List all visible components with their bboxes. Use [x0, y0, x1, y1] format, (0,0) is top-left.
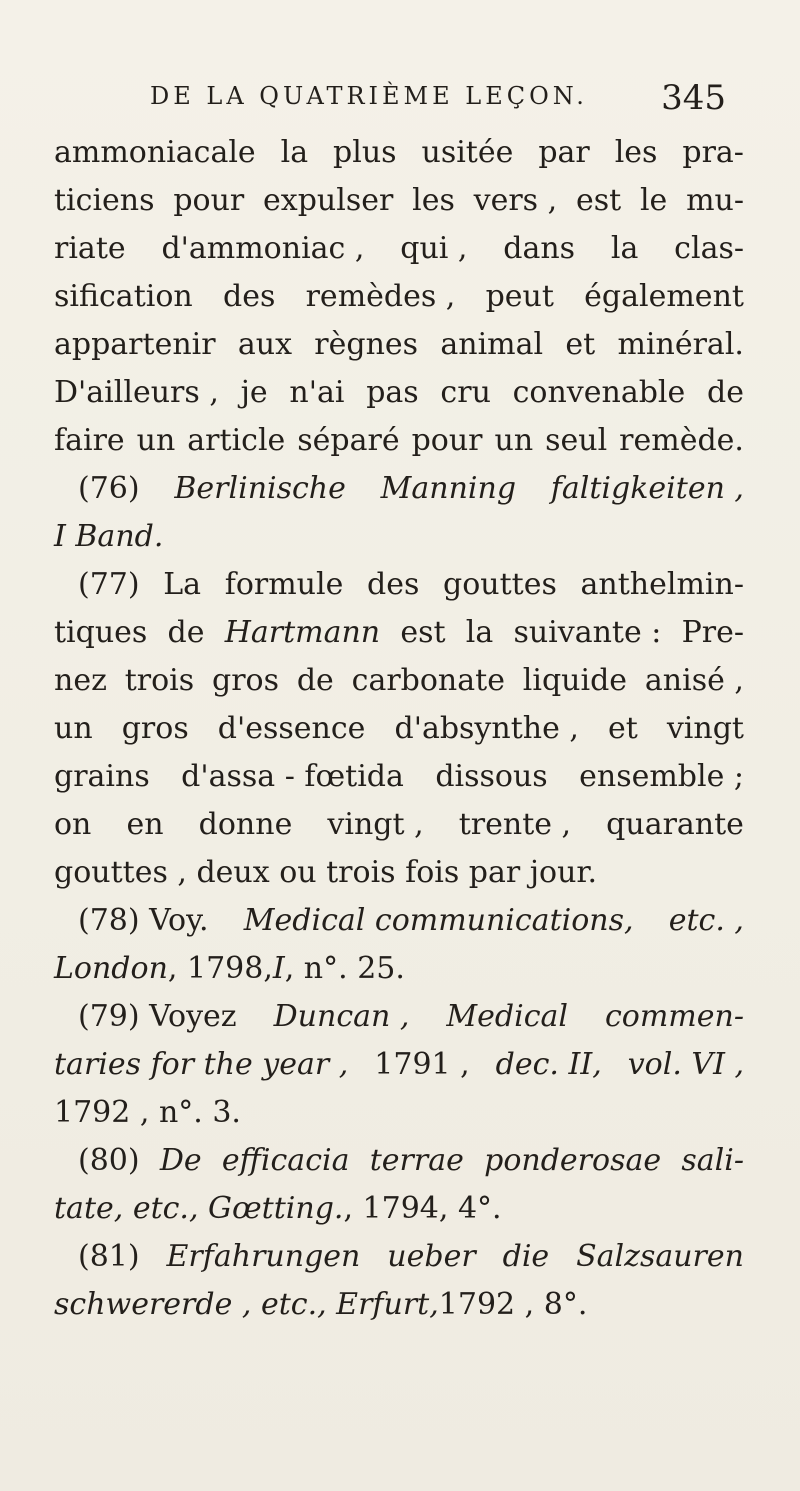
italic-text-segment: ponderosae — [484, 1143, 662, 1178]
text-segment: trois — [124, 663, 195, 698]
text-segment: D'ailleurs , — [54, 375, 219, 410]
italic-text-segment: De — [159, 1143, 202, 1178]
text-segment: la — [280, 135, 309, 170]
text-line — [54, 849, 744, 897]
text-segment: 1792 , n°. 3. — [54, 1095, 241, 1130]
text-line — [54, 417, 744, 465]
text-segment: dissous — [435, 759, 548, 794]
text-segment: vers , — [473, 183, 558, 218]
text-segment: article — [187, 423, 286, 458]
italic-text-segment: Medical communications, — [243, 903, 634, 938]
text-segment: liquide — [522, 663, 628, 698]
text-line — [54, 897, 744, 945]
italic-text-segment: vol. VI , — [627, 1047, 744, 1082]
text-segment: formule — [224, 567, 344, 602]
text-segment: les — [412, 183, 455, 218]
page-number: 345 — [661, 78, 726, 118]
text-segment: clas- — [674, 231, 744, 266]
italic-text-segment: etc. , — [668, 903, 744, 938]
italic-text-segment: tate, etc., Gœtting. — [54, 1191, 344, 1226]
text-segment: dans — [503, 231, 576, 266]
text-line — [54, 705, 744, 753]
text-segment: qui , — [400, 231, 468, 266]
text-segment: vingt , — [327, 807, 424, 842]
text-segment: pas — [366, 375, 419, 410]
text-segment: suivante : — [513, 615, 662, 650]
text-segment: d'absynthe , — [394, 711, 579, 746]
text-line — [54, 1281, 744, 1329]
text-segment: donne — [198, 807, 293, 842]
text-segment: séparé — [297, 423, 400, 458]
text-segment: un — [136, 423, 176, 458]
italic-text-segment: dec. II, — [495, 1047, 602, 1082]
text-segment: d'assa - fœtida — [181, 759, 404, 794]
running-head: DE LA QUATRIÈME LEÇON. — [150, 82, 588, 110]
text-segment: la — [610, 231, 639, 266]
text-segment: par — [538, 135, 590, 170]
italic-text-segment: terrae — [369, 1143, 464, 1178]
text-line — [54, 369, 744, 417]
text-segment: faire — [54, 423, 125, 458]
text-segment: aux — [237, 327, 293, 362]
text-segment: tiques — [54, 615, 148, 650]
page-text-body — [54, 129, 744, 1329]
text-line — [54, 1089, 744, 1137]
text-segment: peut — [485, 279, 554, 314]
text-segment: cru — [440, 375, 491, 410]
text-line — [54, 321, 744, 369]
text-segment: nez — [54, 663, 107, 698]
text-segment: convenable — [512, 375, 686, 410]
text-line — [54, 465, 744, 513]
text-segment: (76) — [78, 471, 140, 506]
italic-text-segment: commen- — [605, 999, 744, 1034]
text-segment: La — [163, 567, 202, 602]
text-segment: 1792 , 8°. — [438, 1287, 588, 1322]
italic-text-segment: schwererde , etc., Erfurt, — [54, 1287, 439, 1322]
text-segment: (78) Voy. — [78, 903, 209, 938]
italic-text-segment: taries for the year , — [54, 1047, 349, 1082]
text-segment: seul — [545, 423, 608, 458]
text-segment: plus — [333, 135, 397, 170]
text-segment: de — [296, 663, 334, 698]
text-segment: pour — [411, 423, 483, 458]
text-line — [54, 177, 744, 225]
italic-text-segment: I — [272, 951, 285, 986]
text-segment: , n°. 25. — [284, 951, 405, 986]
text-segment: les — [614, 135, 658, 170]
text-segment: ensemble ; — [579, 759, 744, 794]
text-segment: grains — [54, 759, 150, 794]
italic-text-segment: Medical — [446, 999, 568, 1034]
italic-text-segment: faltigkeiten , — [550, 471, 744, 506]
italic-text-segment: Manning — [380, 471, 517, 506]
text-line — [54, 1041, 744, 1089]
italic-text-segment: I Band. — [54, 519, 164, 554]
text-segment: (80) — [78, 1143, 140, 1178]
text-segment: en — [126, 807, 164, 842]
text-segment: gouttes — [443, 567, 557, 602]
italic-text-segment: Duncan , — [273, 999, 410, 1034]
text-line — [54, 1137, 744, 1185]
text-segment: vingt — [666, 711, 744, 746]
text-segment: trente , — [458, 807, 572, 842]
text-segment: remèdes , — [305, 279, 456, 314]
text-segment: remède. — [619, 423, 744, 458]
text-segment: riate — [54, 231, 126, 266]
text-segment: et — [565, 327, 596, 362]
text-line — [54, 1185, 744, 1233]
text-segment: minéral. — [617, 327, 744, 362]
text-segment: un — [54, 711, 93, 746]
text-segment: expulser — [263, 183, 394, 218]
text-segment: et — [607, 711, 638, 746]
text-line — [54, 561, 744, 609]
text-segment: anisé , — [644, 663, 744, 698]
text-segment: , 1794, 4°. — [343, 1191, 502, 1226]
text-segment: gros — [212, 663, 280, 698]
text-segment: de — [707, 375, 744, 410]
italic-text-segment: sali- — [681, 1143, 744, 1178]
text-segment: d'essence — [217, 711, 366, 746]
text-segment: règnes — [314, 327, 419, 362]
text-segment: est — [400, 615, 446, 650]
text-segment: d'ammoniac , — [161, 231, 365, 266]
italic-text-segment: ueber — [387, 1239, 476, 1274]
text-segment: ammoniacale — [54, 135, 256, 170]
text-segment: la — [465, 615, 494, 650]
italic-text-segment: Berlinische — [174, 471, 346, 506]
text-line — [54, 225, 744, 273]
page-header — [150, 78, 726, 122]
text-segment: gouttes , deux ou trois fois par jour. — [54, 855, 598, 890]
text-segment: ticiens — [54, 183, 155, 218]
text-segment: mu- — [686, 183, 744, 218]
italic-text-segment: Salzsauren — [576, 1239, 744, 1274]
text-line — [54, 801, 744, 849]
text-segment: des — [367, 567, 420, 602]
italic-text-segment: die — [502, 1239, 550, 1274]
text-line — [54, 129, 744, 177]
text-line — [54, 609, 744, 657]
italic-text-segment: London — [54, 951, 168, 986]
text-segment: sification — [54, 279, 193, 314]
text-segment: également — [584, 279, 744, 314]
text-segment: de — [167, 615, 205, 650]
text-segment: on — [54, 807, 92, 842]
text-segment: appartenir — [54, 327, 216, 362]
italic-text-segment: efficacia — [221, 1143, 350, 1178]
text-line — [54, 657, 744, 705]
text-line — [54, 945, 744, 993]
text-segment: pour — [173, 183, 245, 218]
text-line — [54, 993, 744, 1041]
text-segment: usitée — [421, 135, 514, 170]
text-segment: Pre- — [681, 615, 744, 650]
text-segment: carbonate — [351, 663, 505, 698]
text-segment: un — [494, 423, 534, 458]
text-segment: le — [639, 183, 668, 218]
text-segment: gros — [121, 711, 189, 746]
italic-text-segment: Erfahrungen — [166, 1239, 361, 1274]
text-segment: n'ai — [289, 375, 345, 410]
text-segment: anthelmin- — [580, 567, 744, 602]
text-segment: pra- — [682, 135, 744, 170]
text-segment: , 1798, — [167, 951, 273, 986]
text-segment: (79) Voyez — [78, 999, 237, 1034]
italic-text-segment: Hartmann — [224, 615, 381, 650]
text-segment: (81) — [78, 1239, 140, 1274]
text-segment: je — [240, 375, 268, 410]
text-segment: animal — [440, 327, 544, 362]
text-segment: quarante — [606, 807, 744, 842]
text-line — [54, 753, 744, 801]
text-segment: (77) — [78, 567, 140, 602]
text-line — [54, 1233, 744, 1281]
text-segment: 1791 , — [374, 1047, 470, 1082]
text-line — [54, 273, 744, 321]
text-segment: est — [575, 183, 622, 218]
text-segment: des — [222, 279, 276, 314]
text-line — [54, 513, 744, 561]
